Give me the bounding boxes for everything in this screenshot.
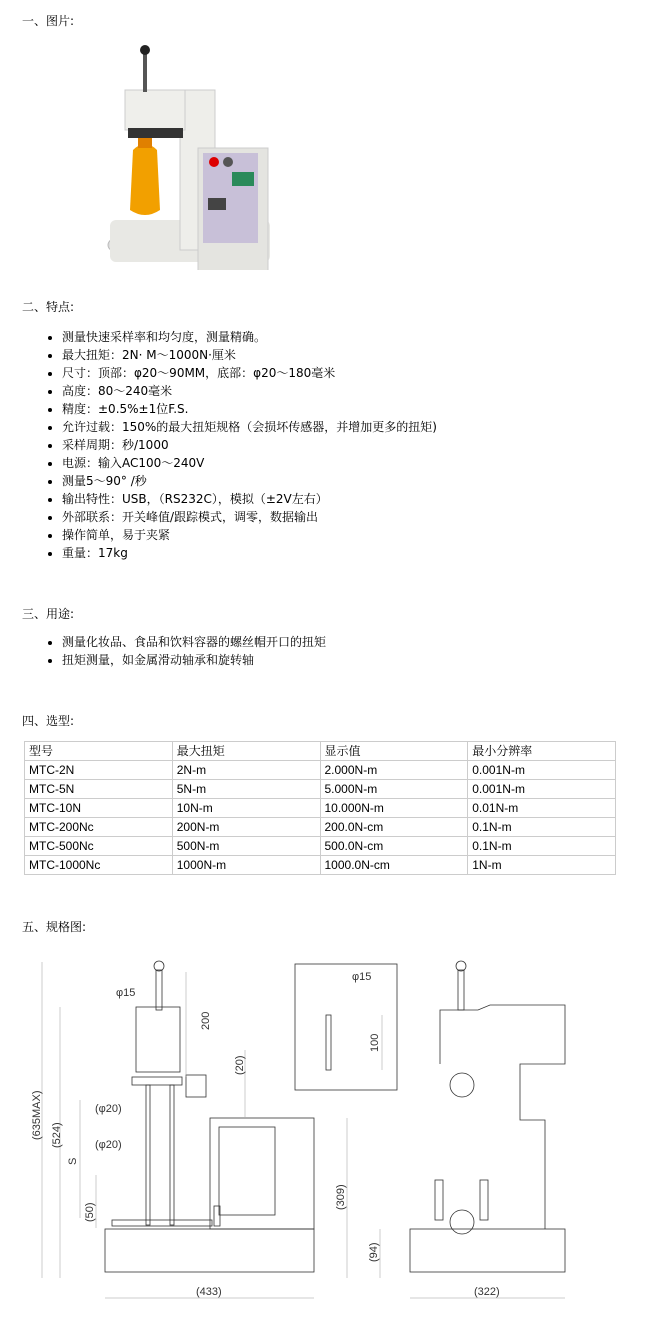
- dim-label: (322): [474, 1286, 500, 1298]
- dim-label: (50): [84, 1202, 96, 1222]
- dim-label: (φ20): [95, 1103, 122, 1115]
- cell: 1N-m: [468, 856, 616, 875]
- cell: 200.0N-cm: [320, 818, 468, 837]
- cell: MTC-500Nc: [25, 837, 173, 856]
- table-header-row: [25, 742, 616, 761]
- cell: 1000N-m: [172, 856, 320, 875]
- section-heading-picture: 一、图片:: [22, 14, 75, 28]
- cell: 10.000N-m: [320, 799, 468, 818]
- section-heading-models: 四、选型:: [22, 714, 75, 728]
- list-item: • 扭矩测量，如金属滑动轴承和旋转轴: [62, 651, 326, 669]
- table-row: [25, 799, 616, 818]
- cell: MTC-200Nc: [25, 818, 173, 837]
- cell: 0.001N-m: [468, 761, 616, 780]
- dim-label: (309): [335, 1184, 347, 1210]
- list-item: • 测量化妆品、食品和饮料容器的螺丝帽开口的扭矩: [62, 633, 326, 651]
- uses-list: [44, 633, 326, 669]
- list-item: • 输出特性：USB，（RS232C），模拟（±2V左右）: [62, 490, 437, 508]
- cell: 0.1N-m: [468, 837, 616, 856]
- header-cell: 最大扭矩: [172, 742, 320, 761]
- cell: 0.001N-m: [468, 780, 616, 799]
- list-item: • 测量快速采样率和均匀度，测量精确。: [62, 328, 437, 346]
- table-row: [25, 761, 616, 780]
- header-cell: 显示值: [320, 742, 468, 761]
- dim-label: (524): [51, 1122, 63, 1148]
- list-item: • 电源：输入AC100～240V: [62, 454, 437, 472]
- dim-label: (94): [368, 1242, 380, 1262]
- dim-label: φ15: [116, 987, 136, 999]
- table-row: [25, 837, 616, 856]
- list-item: • 操作简单，易于夹紧: [62, 526, 437, 544]
- dim-label: 100: [369, 1033, 381, 1052]
- dim-label: (φ20): [95, 1139, 122, 1151]
- dim-label: (433): [196, 1286, 222, 1298]
- dim-label: S: [67, 1157, 79, 1165]
- list-item: • 最大扭矩：2N· M～1000N·厘米: [62, 346, 437, 364]
- list-item: • 高度：80～240毫米: [62, 382, 437, 400]
- list-item: • 外部联系：开关峰值/跟踪模式，调零，数据输出: [62, 508, 437, 526]
- cell: MTC-1000Nc: [25, 856, 173, 875]
- list-item: • 尺寸：顶部：φ20～90MM，底部：φ20～180毫米: [62, 364, 437, 382]
- cell: 5.000N-m: [320, 780, 468, 799]
- dim-label: φ15: [352, 971, 372, 983]
- section-heading-drawing: 五、规格图:: [22, 920, 87, 934]
- cell: 200N-m: [172, 818, 320, 837]
- cell: 1000.0N-cm: [320, 856, 468, 875]
- cell: MTC-5N: [25, 780, 173, 799]
- model-table: [24, 741, 616, 875]
- spec-drawing: [0, 940, 657, 1333]
- cell: 2.000N-m: [320, 761, 468, 780]
- product-photo: [0, 40, 657, 270]
- list-item: • 允许过载：150%的最大扭矩规格（会损坏传感器，并增加更多的扭矩): [62, 418, 437, 436]
- list-item: • 测量5～90° /秒: [62, 472, 437, 490]
- header-cell: 型号: [25, 742, 173, 761]
- cell: 2N-m: [172, 761, 320, 780]
- cell: 500.0N-cm: [320, 837, 468, 856]
- list-item: • 重量：17kg: [62, 544, 437, 562]
- cell: 500N-m: [172, 837, 320, 856]
- dim-label: (20): [234, 1055, 246, 1075]
- cell: MTC-2N: [25, 761, 173, 780]
- section-heading-uses: 三、用途:: [22, 607, 75, 621]
- table-row: [25, 818, 616, 837]
- dim-label: 200: [200, 1011, 212, 1030]
- features-list: [44, 328, 437, 562]
- cell: 0.01N-m: [468, 799, 616, 818]
- list-item: • 精度：±0.5%±1位F.S.: [62, 400, 437, 418]
- cell: 10N-m: [172, 799, 320, 818]
- table-row: [25, 780, 616, 799]
- table-row: [25, 856, 616, 875]
- cell: 5N-m: [172, 780, 320, 799]
- section-heading-features: 二、特点:: [22, 300, 75, 314]
- dim-label: (635MAX): [31, 1090, 43, 1140]
- header-cell: 最小分辨率: [468, 742, 616, 761]
- cell: MTC-10N: [25, 799, 173, 818]
- list-item: • 采样周期：秒/1000: [62, 436, 437, 454]
- cell: 0.1N-m: [468, 818, 616, 837]
